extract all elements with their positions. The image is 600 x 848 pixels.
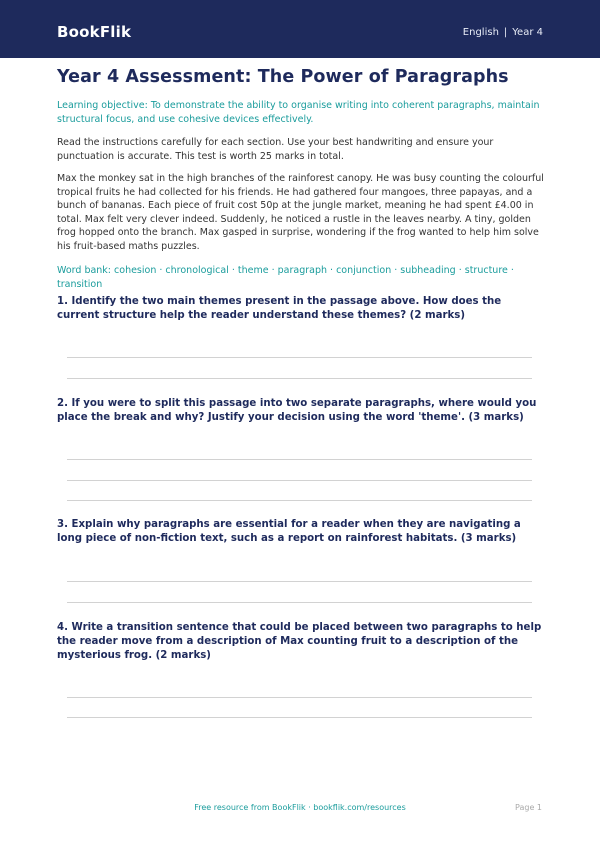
brand-logo[interactable]: BookFlik bbox=[57, 23, 132, 41]
answer-line[interactable] bbox=[67, 357, 532, 358]
footer-resource-link[interactable]: Free resource from BookFlik · bookflik.com/resources bbox=[194, 803, 406, 812]
learning-objective: Learning objective: To demonstrate the ability to organise writing into coherent paragraphs, maintain structural focus, and use cohesive devices effectively. bbox=[57, 100, 540, 125]
page-header bbox=[0, 0, 600, 58]
answer-line[interactable] bbox=[67, 717, 532, 718]
year-label: Year 4 bbox=[512, 27, 543, 38]
answer-line[interactable] bbox=[67, 378, 532, 379]
page-title: Year 4 Assessment: The Power of Paragraphs bbox=[57, 67, 509, 87]
question-2: 2. If you were to split this passage into two separate paragraphs, where would you place the break and why? Justify your decision using the word 'theme'. (3 marks) bbox=[57, 398, 537, 423]
question-1: 1. Identify the two main themes present in the passage above. How does the current structure help the reader understand these themes? (2 marks) bbox=[57, 296, 502, 321]
answer-line[interactable] bbox=[67, 602, 532, 603]
question-4: 4. Write a transition sentence that could be placed between two paragraphs to help the reader move from a description of Max counting fruit to a description of the mysterious frog. (2 marks) bbox=[57, 622, 542, 661]
reading-passage: Max the monkey sat in the high branches of the rainforest canopy. He was busy counting the colourful tropical fruits he had collected for his friends. He had gathered four mangoes, three papayas, and a bunch of bananas. Each piece of fruit cost 50p at the jungle market, meaning he had spent £4.00 in total. Max felt very clever indeed. Suddenly, he noticed a rustle in the leaves nearby. A tiny, golden frog hopped onto the branch. Max gasped in surprise, wondering if the frog wanted to help him solve his fruit-based maths puzzles. bbox=[57, 173, 544, 252]
answer-line[interactable] bbox=[67, 500, 532, 501]
meta-separator: | bbox=[503, 27, 508, 38]
subject-label: English bbox=[462, 27, 499, 38]
word-bank: Word bank: cohesion · chronological · theme · paragraph · conjunction · subheading · structure · transition bbox=[57, 265, 514, 290]
header-meta bbox=[463, 26, 543, 40]
page-number: Page 1 bbox=[515, 803, 542, 812]
answer-line[interactable] bbox=[67, 480, 532, 481]
answer-line[interactable] bbox=[67, 581, 532, 582]
question-3: 3. Explain why paragraphs are essential for a reader when they are navigating a long piece of non-fiction text, such as a report on rainforest habitats. (3 marks) bbox=[57, 519, 521, 544]
answer-line[interactable] bbox=[67, 459, 532, 460]
instructions-text: Read the instructions carefully for each section. Use your best handwriting and ensure your punctuation is accurate. This test is worth 25 marks in total. bbox=[57, 137, 494, 162]
answer-line[interactable] bbox=[67, 697, 532, 698]
